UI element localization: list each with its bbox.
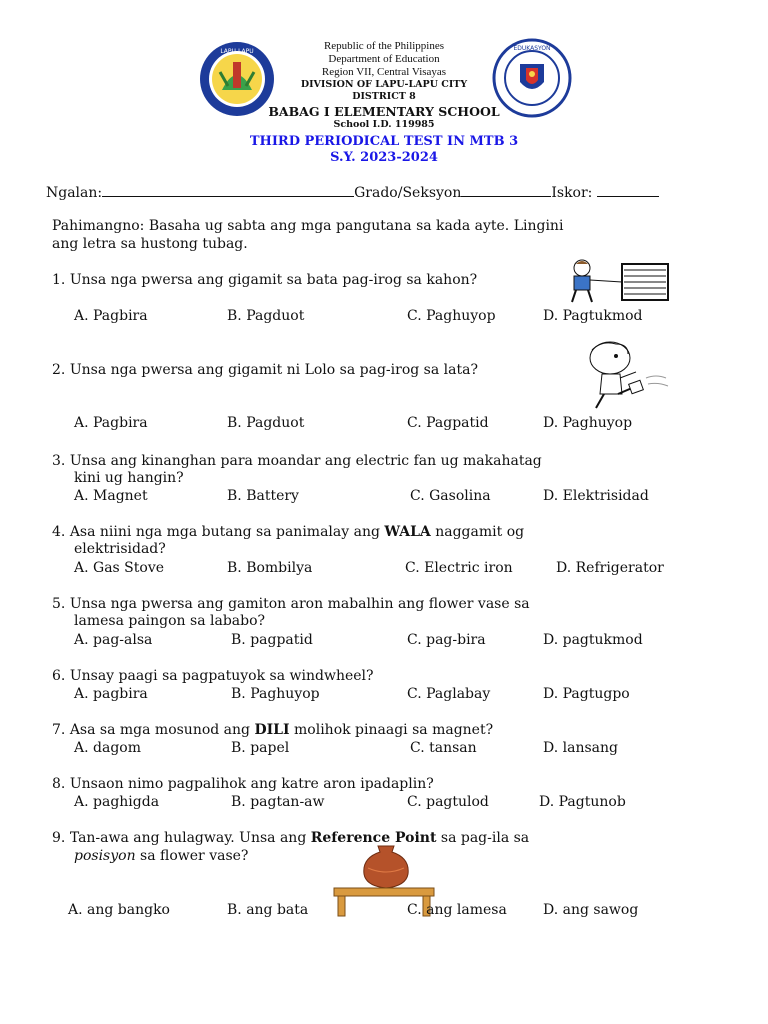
emphasis-posisyon: posisyon <box>74 848 136 864</box>
question-number: 7. <box>52 722 66 738</box>
question-number: 5. <box>52 596 66 612</box>
question-7 <box>52 722 493 739</box>
question-number: 6. <box>52 668 66 684</box>
question-4 <box>52 524 524 541</box>
q1-option-d[interactable]: D. Pagtukmod <box>543 308 643 324</box>
q9-option-d[interactable]: D. ang sawog <box>543 902 639 918</box>
svg-text:EDUKASYON: EDUKASYON <box>513 45 551 52</box>
q8-option-b[interactable]: B. pagtan-aw <box>231 794 325 810</box>
test-title: THIRD PERIODICAL TEST IN MTB 3 <box>249 134 519 149</box>
student-info-row <box>46 182 659 202</box>
school-name: BABAG I ELEMENTARY SCHOOL <box>268 104 500 119</box>
q2-option-d[interactable]: D. Paghuyop <box>543 415 633 431</box>
q3-option-d[interactable]: D. Elektrisidad <box>543 488 649 504</box>
score-label: Iskor: <box>551 185 593 201</box>
question-text: Asa niini nga mga butang sa panimalay ang WALA naggamit og <box>69 524 525 540</box>
q3-option-c[interactable]: C. Gasolina <box>410 488 491 504</box>
q9-option-a[interactable]: A. ang bangko <box>68 902 170 918</box>
question-3-continued: kini ug hangin? <box>74 470 184 486</box>
question-3 <box>52 453 542 470</box>
q6-option-d[interactable]: D. Pagtugpo <box>543 686 630 702</box>
question-number: 1. <box>52 272 66 288</box>
header-republic: Republic of the Philippines <box>323 40 445 52</box>
q1-option-c[interactable]: C. Paghuyop <box>407 308 496 324</box>
boy-pulling-box-illustration <box>566 258 672 304</box>
q7-option-b[interactable]: B. papel <box>231 740 290 756</box>
q8-option-c[interactable]: C. pagtulod <box>407 794 489 810</box>
q1-option-b[interactable]: B. Pagduot <box>227 308 305 324</box>
question-text: Unsay paagi sa pagpatuyok sa windwheel? <box>69 668 374 684</box>
school-id: School I.D. 119985 <box>333 119 435 130</box>
emphasis-dili: DILI <box>254 722 290 738</box>
q4-option-d[interactable]: D. Refrigerator <box>556 560 664 576</box>
header-department: Department of Education <box>328 53 440 65</box>
question-4-continued: elektrisidad? <box>74 541 166 557</box>
question-2 <box>52 362 478 379</box>
q5-option-c[interactable]: C. pag-bira <box>407 632 486 648</box>
boy-kicking-can-illustration <box>572 338 672 414</box>
question-number: 8. <box>52 776 66 792</box>
question-number: 4. <box>52 524 66 540</box>
question-1 <box>52 272 477 289</box>
question-text: Unsa nga pwersa ang gigamit ni Lolo sa pag-irog sa lata? <box>69 362 478 378</box>
q8-option-a[interactable]: A. paghigda <box>74 794 160 810</box>
school-year: S.Y. 2023-2024 <box>330 150 438 165</box>
q8-option-d[interactable]: D. Pagtunob <box>539 794 626 810</box>
name-field[interactable] <box>102 182 354 197</box>
q6-option-b[interactable]: B. Paghuyop <box>231 686 320 702</box>
header-division: DIVISION OF LAPU-LAPU CITY <box>300 79 468 90</box>
instruction-line-2: ang letra sa hustong tubag. <box>52 236 248 252</box>
question-text: Unsaon nimo pagpalihok ang katre aron ipadaplin? <box>69 776 434 792</box>
question-text: Unsa nga pwersa ang gigamit sa bata pag-irog sa kahon? <box>69 272 478 288</box>
q6-option-a[interactable]: A. pagbira <box>74 686 148 702</box>
score-field[interactable] <box>597 182 659 197</box>
q7-option-a[interactable]: A. dagom <box>74 740 141 756</box>
q7-option-d[interactable]: D. lansang <box>543 740 618 756</box>
q3-option-b[interactable]: B. Battery <box>227 488 299 504</box>
question-9-continued: posisyon sa flower vase? <box>74 848 249 864</box>
question-text: Unsa ang kinanghan para moandar ang electric fan ug makahatag <box>69 453 542 469</box>
question-text: Tan-awa ang hulagway. Unsa ang Reference Point sa pag-ila sa <box>69 830 530 846</box>
question-5-continued: lamesa paingon sa lababo? <box>74 613 266 629</box>
question-8 <box>52 776 434 793</box>
grade-section-field[interactable] <box>461 182 551 197</box>
q4-option-b[interactable]: B. Bombilya <box>227 560 313 576</box>
q2-option-c[interactable]: C. Pagpatid <box>407 415 489 431</box>
question-9 <box>52 830 529 847</box>
q2-option-b[interactable]: B. Pagduot <box>227 415 305 431</box>
question-number: 3. <box>52 453 66 469</box>
svg-text:LAPU-LAPU: LAPU-LAPU <box>220 48 254 55</box>
q4-option-c[interactable]: C. Electric iron <box>405 560 513 576</box>
q4-option-a[interactable]: A. Gas Stove <box>74 560 165 576</box>
q9-option-c[interactable]: C. ang lamesa <box>407 902 507 918</box>
question-5 <box>52 596 530 613</box>
q5-option-b[interactable]: B. pagpatid <box>231 632 313 648</box>
q9-option-b[interactable]: B. ang bata <box>227 902 309 918</box>
header-district: DISTRICT 8 <box>352 91 416 102</box>
question-text: Asa sa mga mosunod ang DILI molihok pinaagi sa magnet? <box>69 722 494 738</box>
q5-option-d[interactable]: D. pagtukmod <box>543 632 643 648</box>
instruction-line-1: Pahimangno: Basaha ug sabta ang mga pangutana sa kada ayte. Lingini <box>52 218 564 234</box>
question-text: Unsa nga pwersa ang gamiton aron mabalhin ang flower vase sa <box>69 596 530 612</box>
emphasis-reference-point: Reference Point <box>310 830 437 846</box>
question-6 <box>52 668 374 685</box>
name-label: Ngalan: <box>46 185 103 201</box>
header-region: Region VII, Central Visayas <box>321 66 447 78</box>
q6-option-c[interactable]: C. Paglabay <box>407 686 491 702</box>
question-number: 9. <box>52 830 66 846</box>
q1-option-a[interactable]: A. Pagbira <box>74 308 148 324</box>
q2-option-a[interactable]: A. Pagbira <box>74 415 148 431</box>
question-number: 2. <box>52 362 66 378</box>
emphasis-wala: WALA <box>384 524 431 540</box>
q5-option-a[interactable]: A. pag-alsa <box>74 632 153 648</box>
q7-option-c[interactable]: C. tansan <box>410 740 477 756</box>
grade-section-label: Grado/Seksyon <box>354 185 462 201</box>
q3-option-a[interactable]: A. Magnet <box>74 488 148 504</box>
